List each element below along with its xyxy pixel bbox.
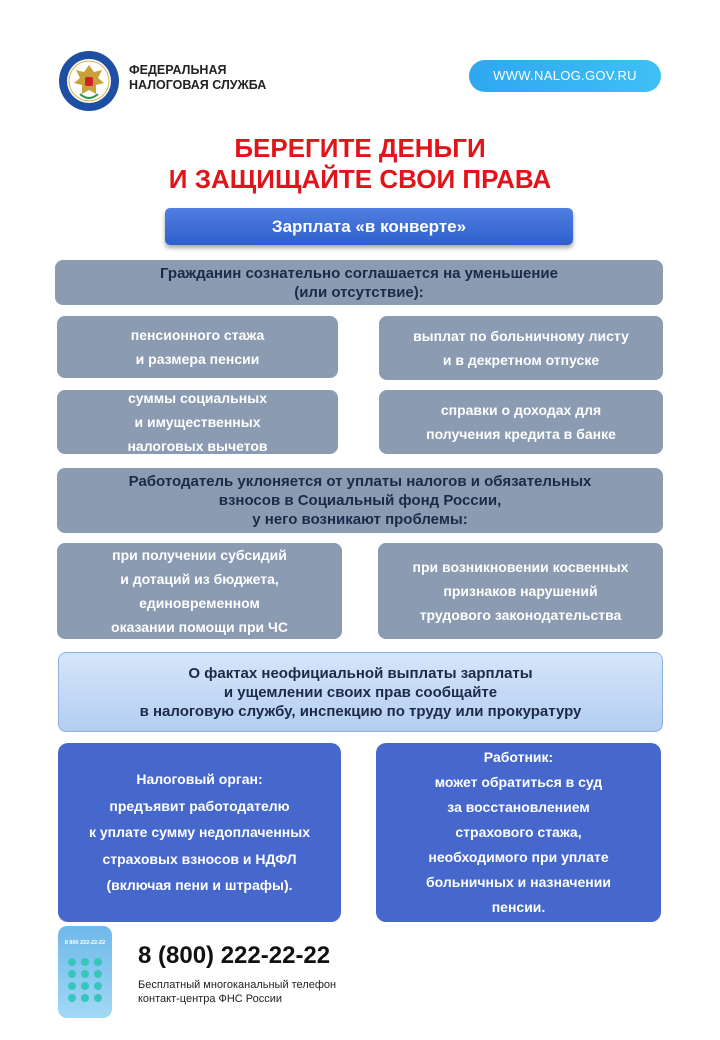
keypad-dot: [94, 994, 102, 1002]
keypad-dot: [94, 970, 102, 978]
report-line: и ущемлении своих прав сообщайте: [223, 683, 498, 701]
hotline-description-line: контакт-центра ФНС России: [138, 993, 283, 1005]
item-line: при получении субсидий: [112, 547, 287, 563]
worker-box: [376, 743, 661, 922]
keypad-dot: [81, 970, 89, 978]
worker-line: Работник:: [483, 749, 554, 765]
worker-line: пенсии.: [491, 899, 546, 915]
citizen-heading-line: Гражданин сознательно соглашается на уменьшение: [160, 264, 558, 282]
item-line: получения кредита в банке: [426, 426, 616, 442]
citizen-item-pension: [57, 316, 338, 378]
employer-item-subsidies: [57, 543, 342, 639]
worker-line: страхового стажа,: [455, 824, 582, 840]
keypad-dot: [81, 994, 89, 1002]
fns-emblem-icon: [58, 50, 120, 112]
org-name: [129, 63, 266, 93]
item-line: и в декретном отпуске: [442, 352, 600, 368]
tax-authority-line: (включая пени и штрафы).: [106, 877, 293, 894]
phone-keypad: [66, 958, 104, 1002]
citizen-heading: [55, 260, 663, 305]
employer-heading-line: у него возникают проблемы:: [252, 511, 468, 528]
item-line: признаков нарушений: [443, 583, 598, 599]
item-line: оказании помощи при ЧС: [111, 619, 288, 635]
item-line: при возникновении косвенных: [412, 559, 629, 575]
item-line: единовременном: [139, 595, 260, 611]
employer-heading-line: взносов в Социальный фонд России,: [218, 492, 502, 509]
keypad-dot: [68, 970, 76, 978]
phone-icon-screen: 8 800 222-22-22: [64, 940, 106, 946]
page-title-line2: И ЗАЩИЩАЙТЕ СВОИ ПРАВА: [168, 164, 552, 194]
employer-heading-line: Работодатель уклоняется от уплаты налогов и обязательных: [128, 473, 592, 490]
worker-line: может обратиться в суд: [434, 774, 603, 790]
report-line: О фактах неофициальной выплаты зарплаты: [188, 664, 533, 682]
keypad-dot: [94, 982, 102, 990]
item-line: суммы социальных: [128, 390, 267, 406]
item-line: пенсионного стажа: [130, 327, 265, 343]
keypad-dot: [94, 958, 102, 966]
keypad-dot: [68, 982, 76, 990]
employer-item-labor-violations: [378, 543, 663, 639]
worker-line: за восстановлением: [447, 799, 590, 815]
org-name-line1: ФЕДЕРАЛЬНАЯ: [129, 63, 227, 77]
report-notice: [58, 652, 663, 732]
section-title: Зарплата «в конверте»: [165, 208, 573, 245]
item-line: и имущественных: [134, 414, 261, 430]
employer-heading: [57, 468, 663, 533]
worker-line: больничных и назначении: [426, 874, 611, 890]
keypad-dot: [81, 958, 89, 966]
item-line: и дотаций из бюджета,: [120, 571, 279, 587]
report-line: в налоговую службу, инспекцию по труду или прокуратуру: [139, 702, 582, 720]
org-name-line2: НАЛОГОВАЯ СЛУЖБА: [129, 78, 267, 92]
item-line: налоговых вычетов: [127, 438, 268, 454]
hotline-description: [138, 978, 336, 1006]
hotline-number[interactable]: 8 (800) 222-22-22: [138, 942, 331, 969]
website-link[interactable]: WWW.NALOG.GOV.RU: [469, 60, 661, 92]
tax-authority-line: Налоговый орган:: [136, 771, 263, 788]
tax-authority-line: предъявит работодателю: [109, 797, 290, 814]
citizen-item-income-certificate: [379, 390, 663, 454]
tax-authority-box: [58, 743, 341, 922]
citizen-item-sick-leave: [379, 316, 663, 380]
phone-icon: [58, 926, 112, 1018]
citizen-item-deductions: [57, 390, 338, 454]
item-line: и размера пенсии: [135, 351, 260, 367]
item-line: справки о доходах для: [440, 402, 602, 418]
item-line: трудового законодательства: [419, 607, 622, 623]
tax-authority-line: страховых взносов и НДФЛ: [102, 850, 297, 867]
item-line: выплат по больничному листу: [413, 328, 629, 344]
keypad-dot: [68, 994, 76, 1002]
keypad-dot: [68, 958, 76, 966]
citizen-heading-line: (или отсутствие):: [294, 283, 424, 301]
hotline-description-line: Бесплатный многоканальный телефон: [138, 979, 337, 991]
tax-authority-line: к уплате сумму недоплаченных: [89, 824, 310, 841]
page-title-line1: БЕРЕГИТЕ ДЕНЬГИ: [234, 133, 486, 163]
keypad-dot: [81, 982, 89, 990]
worker-line: необходимого при уплате: [428, 849, 609, 865]
